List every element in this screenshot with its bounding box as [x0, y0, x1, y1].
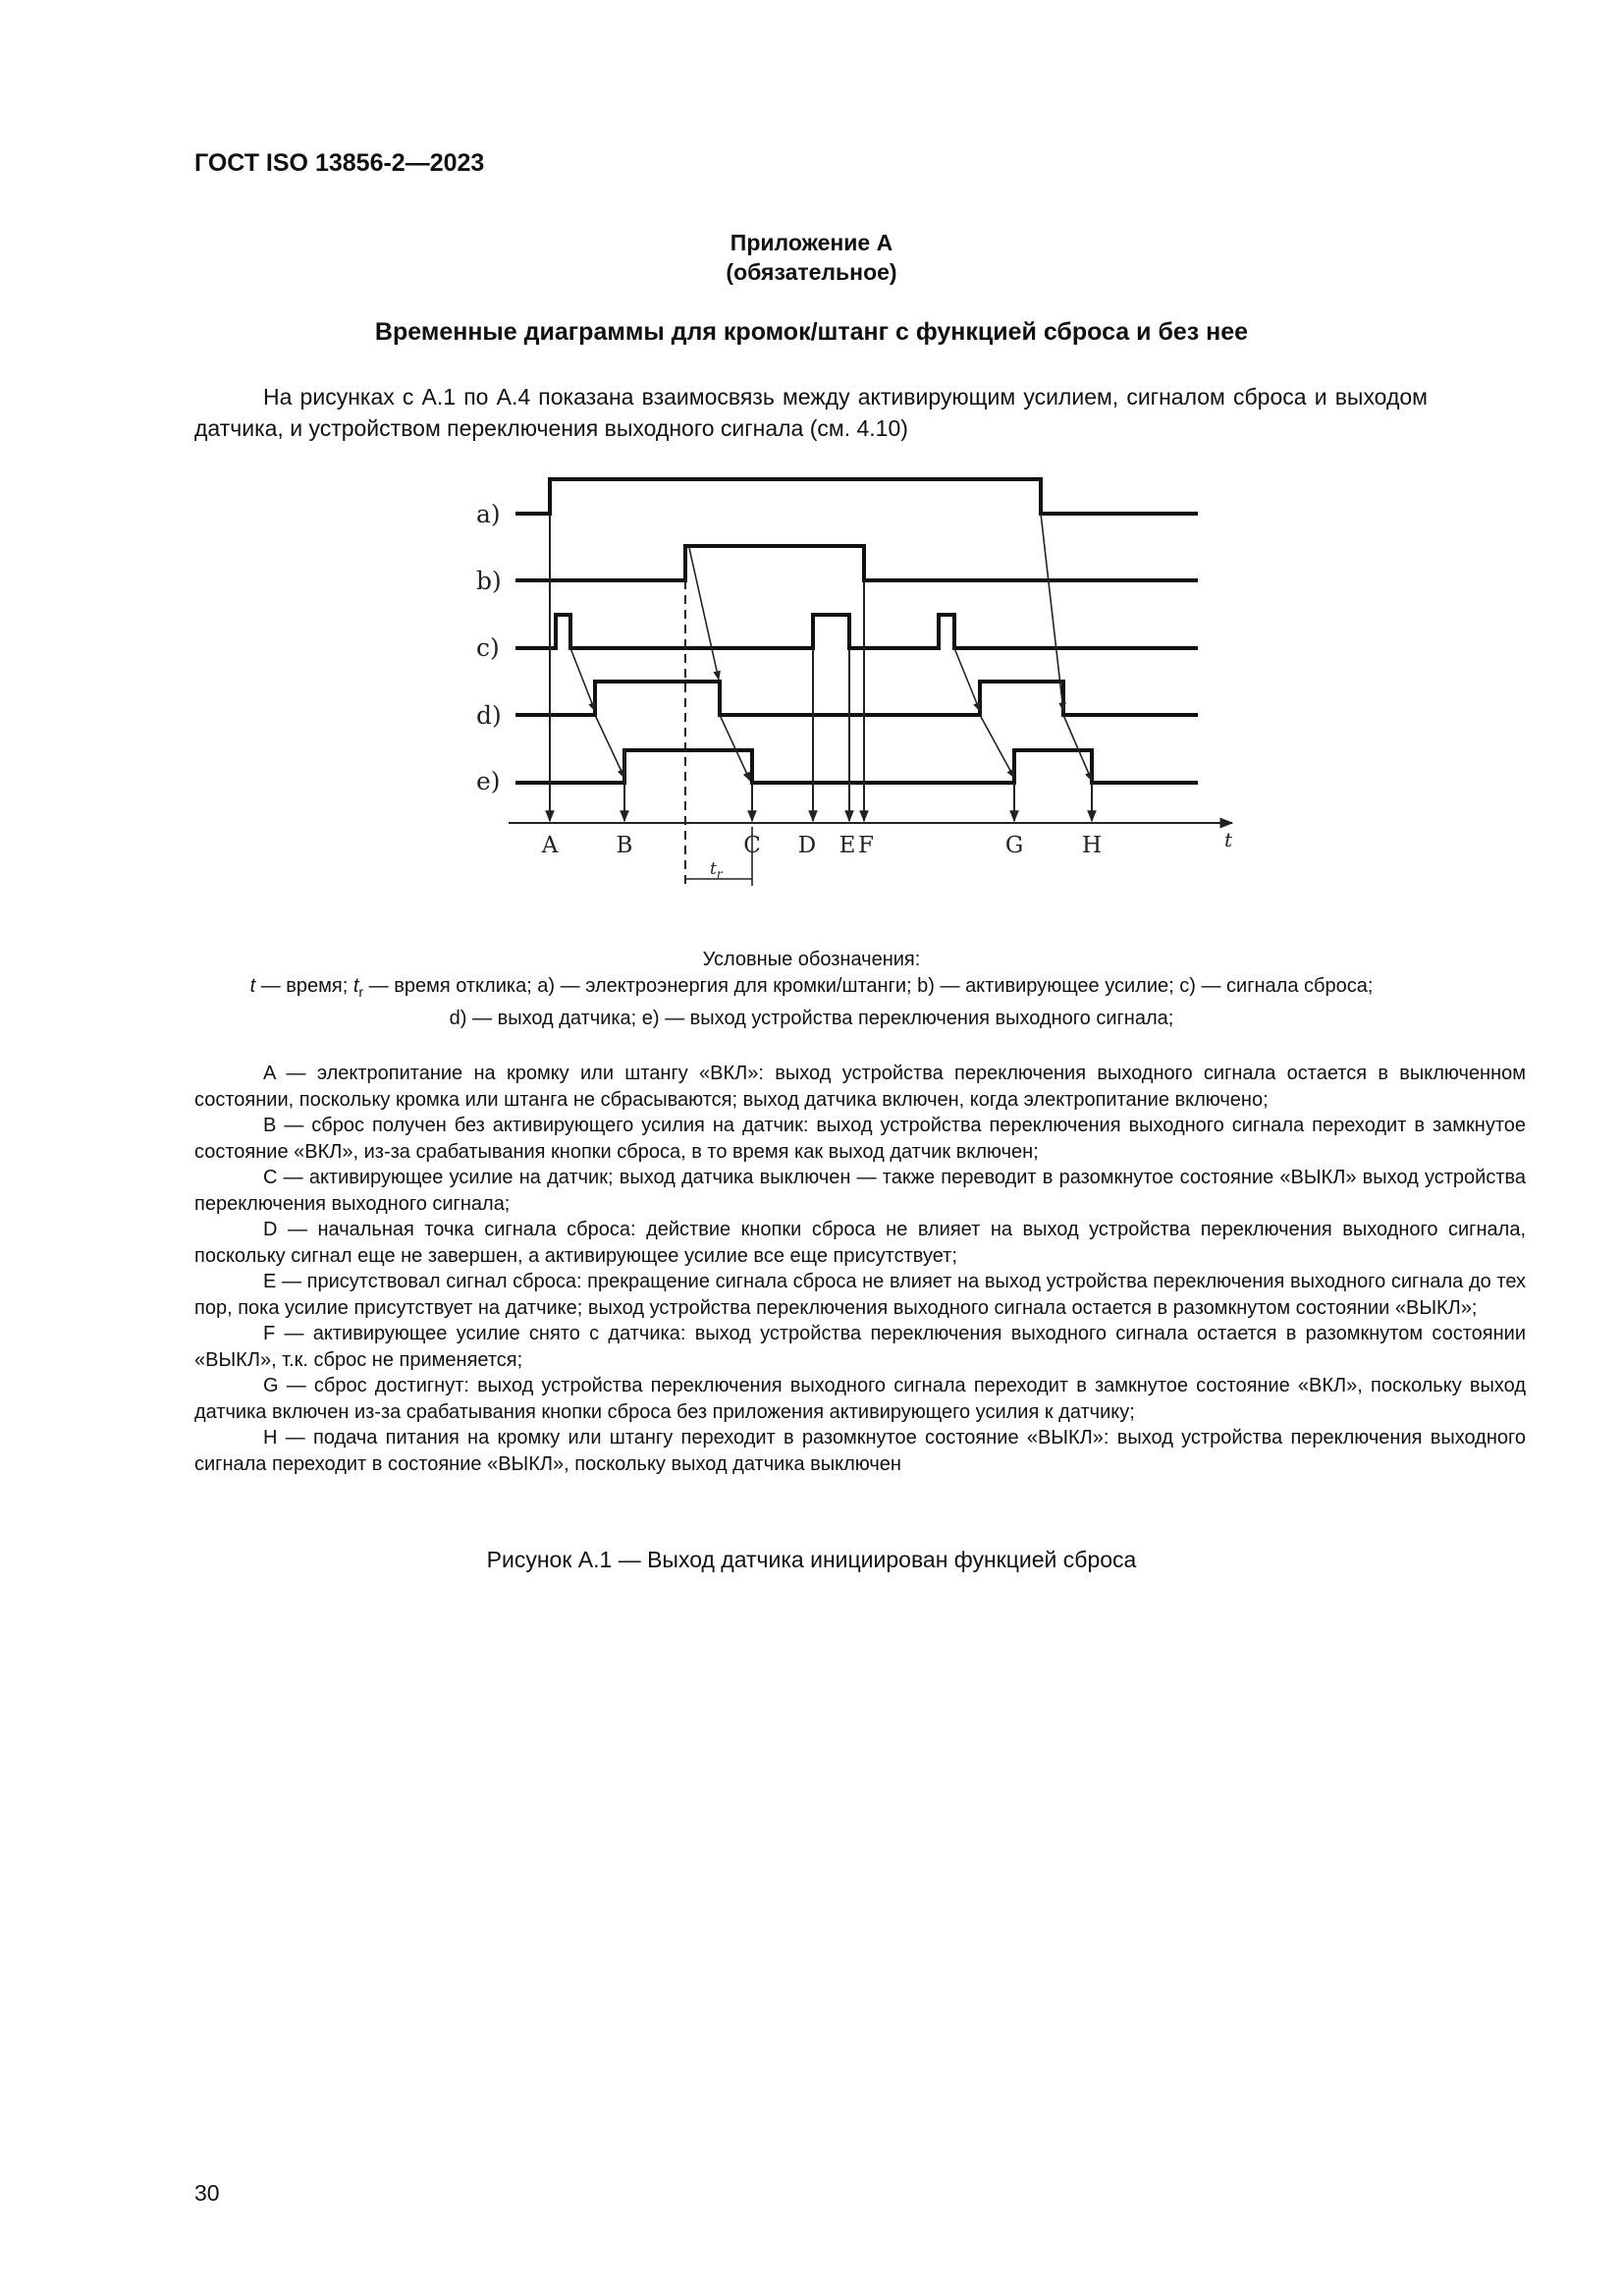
event-label-e: E [839, 833, 856, 858]
signal-label-d: d) [476, 701, 502, 730]
intro-paragraph: На рисунках с А.1 по А.4 показана взаимосвязь между активирующим усилием, сигналом сброса и выходом датчика, и устройством переключения выходного сигнала (см. 4.10) [194, 384, 1428, 441]
note-f: F — активирующее усилие снято с датчика: выход устройства переключения выходного сигнала остается в разомкнутом состоянии «ВЫКЛ», т.к. сброс не применяется; [194, 1323, 1526, 1371]
event-label-b: B [616, 833, 633, 858]
arrow-c-to-d-1 [570, 648, 595, 711]
annex-heading [0, 228, 1623, 287]
note-g: G — сброс достигнут: выход устройства переключения выходного сигнала переходит в замкнутое состояние «ВКЛ», поскольку выход датчика включен из-за срабатывания кнопки сброса без приложения активирующего усилия к датчику; [194, 1375, 1526, 1423]
waveform-b [515, 546, 1198, 580]
signal-label-b: b) [476, 567, 502, 595]
event-label-d: D [797, 833, 817, 858]
legend-title: Условные обозначения: [702, 949, 921, 970]
time-axis-label: t [1224, 828, 1233, 851]
annex-title: Приложение А [730, 230, 893, 255]
figure-legend [157, 947, 1466, 1032]
legend-line-2: d) — выход датчика; е) — выход устройства переключения выходного сигнала; [449, 1008, 1174, 1029]
waveform-c [515, 615, 1198, 648]
arrow-d-to-e-4 [1063, 715, 1092, 781]
note-d: D — начальная точка сигнала сброса: действие кнопки сброса не влияет на выход устройства переключения выходного сигнала, поскольку сигнал еще не завершен, а активирующее усилие все еще присутствует; [194, 1219, 1526, 1267]
arrow-b-to-d [689, 548, 719, 680]
note-b: B — сброс получен без активирующего усилия на датчик: выход устройства переключения выходного сигнала переходит в замкнутое состояние «ВКЛ», из-за срабатывания кнопки сброса, в то время как выход датчик включен; [194, 1115, 1526, 1163]
arrow-c-to-d-2 [954, 648, 980, 711]
waveform-a [515, 479, 1198, 514]
event-label-g: G [1004, 833, 1024, 858]
annex-status: (обязательное) [726, 259, 897, 285]
signal-label-e: e) [476, 767, 501, 795]
figure-caption: Рисунок А.1 — Выход датчика инициирован функцией сброса [486, 1547, 1137, 1572]
note-c: C — активирующее усилие на датчик; выход датчика выключен — также переводит в разомкнутое состояние «ВЫКЛ» выход устройства переключения выходного сигнала; [194, 1167, 1526, 1215]
legend-line-1: t — время; $t_r$ — время отклика; а) — электроэнергия для кромки/штанги; b) — активирующее усилие; с) — сигнала сброса; [249, 975, 1374, 1000]
timing-diagram [452, 462, 1237, 923]
signal-label-a: a) [476, 500, 501, 528]
signal-label-c: c) [476, 633, 500, 662]
waveform-e [515, 750, 1198, 783]
event-label-c: C [743, 833, 761, 858]
note-e: E — присутствовал сигнал сброса: прекращение сигнала сброса не влияет на выход устройства переключения выходного сигнала до тех пор, пока усилие присутствует на датчике; выход устройства переключения выходного сигнала остается в разомкнутом состоянии «ВЫКЛ»; [194, 1271, 1526, 1319]
note-a: A — электропитание на кромку или штангу «ВКЛ»: выход устройства переключения выходного сигнала остается в выключенном состоянии, поскольку кромка или штанга не сбрасываются; выход датчика включен, когда электропитание включено; [194, 1063, 1526, 1111]
page-number: 30 [194, 2180, 220, 2206]
section-title: Временные диаграммы для кромок/штанг с функцией сброса и без нее [374, 318, 1249, 346]
response-time-label: $t_r$ [710, 859, 723, 881]
waveform-d [515, 682, 1198, 715]
event-label-a: A [541, 833, 559, 858]
arrow-d-to-e-2 [720, 715, 750, 781]
arrow-d-to-e-3 [980, 715, 1014, 778]
event-notes [194, 1061, 1526, 1477]
arrow-d-to-e-1 [595, 715, 624, 778]
event-label-f: F [858, 833, 874, 858]
note-h: H — подача питания на кромку или штангу переходит в разомкнутое состояние «ВЫКЛ»: выход устройства переключения выходного сигнала переходит в состояние «ВЫКЛ», поскольку выход датчика выключен [194, 1427, 1526, 1475]
event-label-h: H [1081, 833, 1103, 858]
document-header: ГОСТ ISO 13856-2—2023 [194, 149, 485, 177]
